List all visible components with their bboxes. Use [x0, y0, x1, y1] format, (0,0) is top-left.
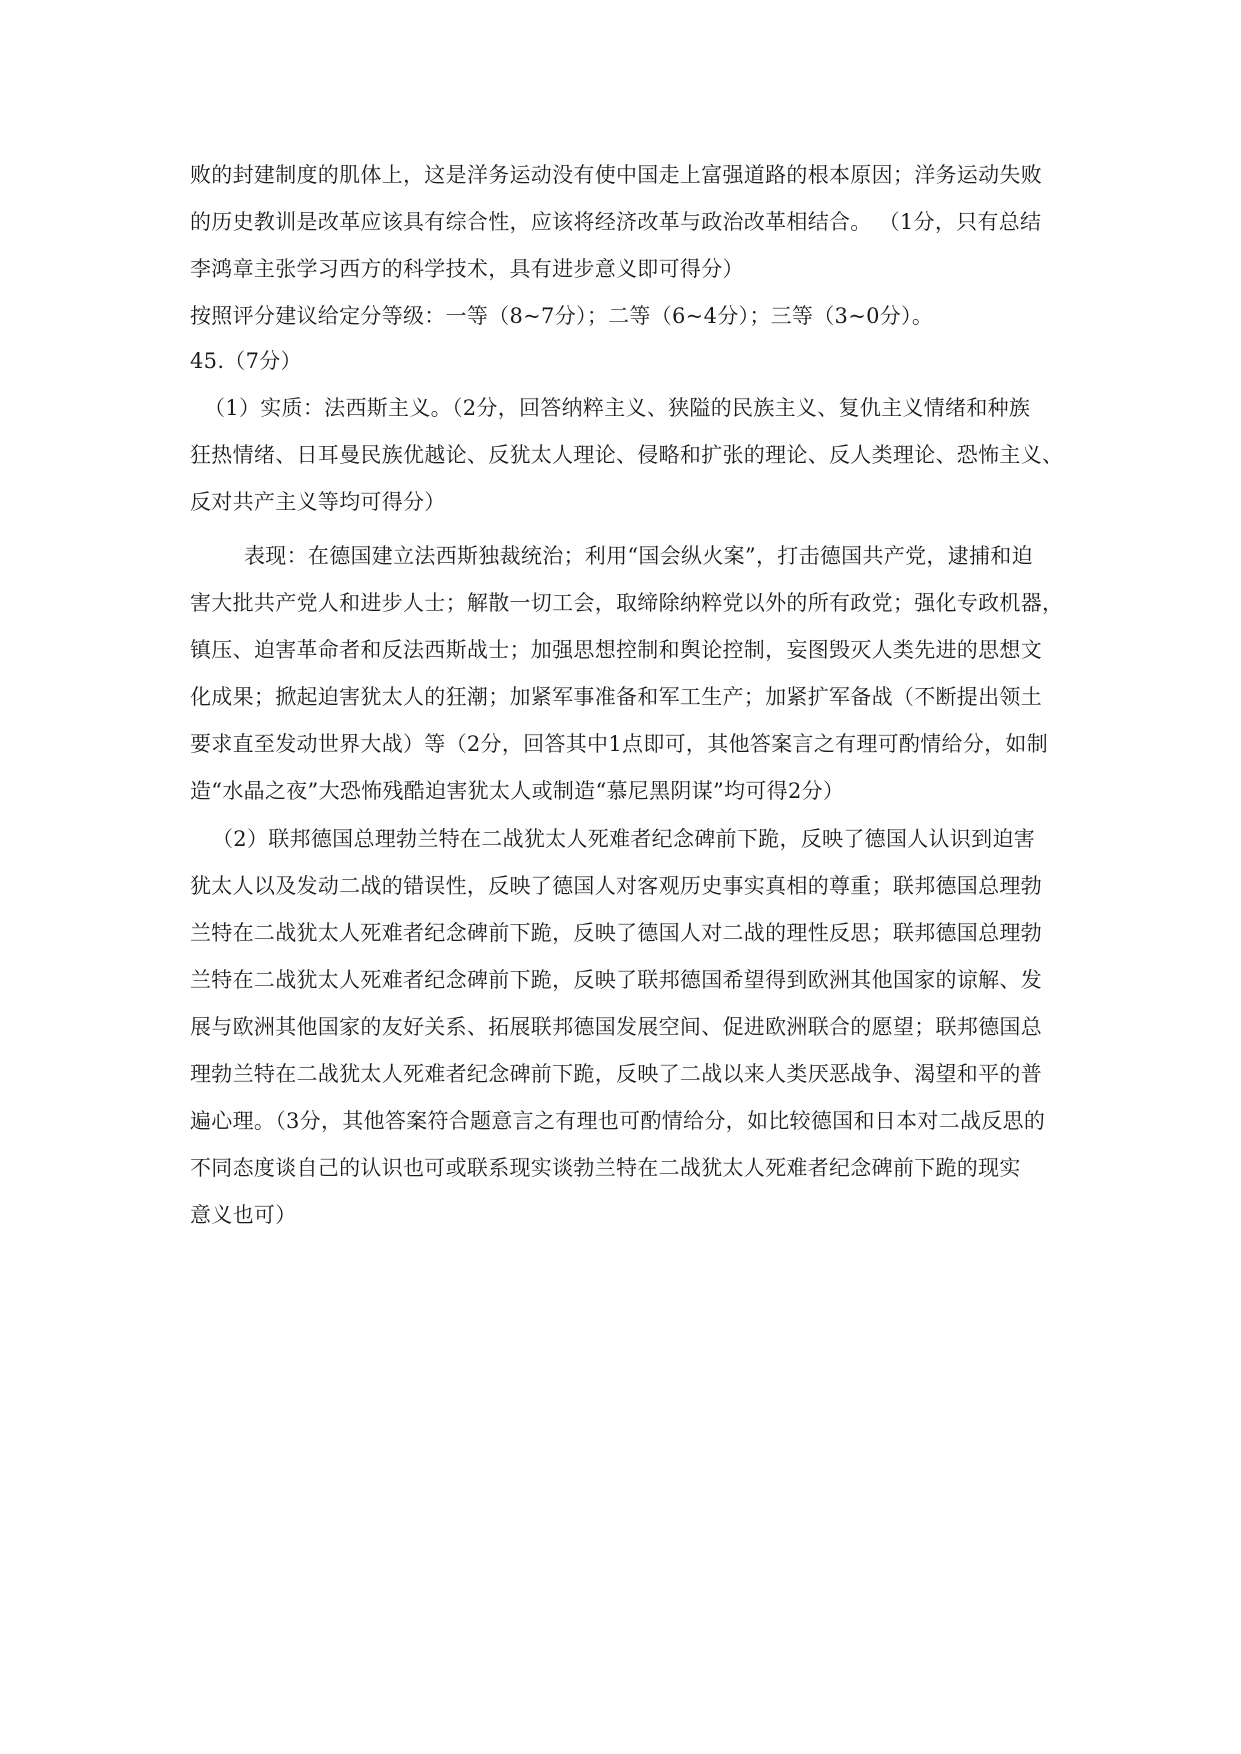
- text-line: 败的封建制度的肌体上，这是洋务运动没有使中国走上富强道路的根本原因；洋务运动失败: [190, 163, 1042, 187]
- text-line: 化成果；掀起迫害犹太人的狂潮；加紧军事准备和军工生产；加紧扩军备战（不断提出领土: [190, 685, 1042, 709]
- text-line: 的历史教训是改革应该具有综合性，应该将经济改革与政治改革相结合。 （1分，只有总结: [190, 210, 1042, 234]
- text-line: 犹太人以及发动二战的错误性，反映了德国人对客观历史事实真相的尊重；联邦德国总理勃: [190, 874, 1042, 898]
- text-line: （1）实质：法西斯主义。（2分，回答纳粹主义、狭隘的民族主义、复仇主义情绪和种族: [204, 396, 1031, 420]
- text-line: 按照评分建议给定分等级：一等（8~7分）；二等（6~4分）；三等（3~0分）。: [190, 304, 934, 328]
- text-line: 兰特在二战犹太人死难者纪念碑前下跪，反映了德国人对二战的理性反思；联邦德国总理勃: [190, 921, 1042, 945]
- text-line: 理勃兰特在二战犹太人死难者纪念碑前下跪，反映了二战以来人类厌恶战争、渴望和平的普: [190, 1062, 1042, 1086]
- text-line: 表现：在德国建立法西斯独裁统治；利用“国会纵火案”，打击德国共产党，逮捕和迫: [244, 544, 1033, 568]
- text-line: 害大批共产党人和进步人士；解散一切工会，取缔除纳粹党以外的所有政党；强化专政机器，: [190, 591, 1064, 615]
- text-line: 意义也可）: [190, 1203, 297, 1227]
- text-line: 反对共产主义等均可得分）: [190, 490, 446, 514]
- text-line: 遍心理。（3分，其他答案符合题意言之有理也可酌情给分，如比较德国和日本对二战反思的: [190, 1109, 1046, 1133]
- text-line: 兰特在二战犹太人死难者纪念碑前下跪，反映了联邦德国希望得到欧洲其他国家的谅解、发: [190, 968, 1042, 992]
- text-line: 狂热情绪、日耳曼民族优越论、反犹太人理论、侵略和扩张的理论、反人类理论、恐怖主义、: [190, 443, 1064, 467]
- text-line: 造“水晶之夜”大恐怖残酷迫害犹太人或制造“慕尼黑阴谋”均可得2分）: [190, 779, 845, 803]
- text-line: （2）联邦德国总理勃兰特在二战犹太人死难者纪念碑前下跪，反映了德国人认识到迫害: [212, 827, 1036, 851]
- text-line: 李鸿章主张学习西方的科学技术，具有进步意义即可得分）: [190, 257, 744, 281]
- text-line: 不同态度谈自己的认识也可或联系现实谈勃兰特在二战犹太人死难者纪念碑前下跪的现实: [190, 1156, 1021, 1180]
- text-line: 镇压、迫害革命者和反法西斯战士；加强思想控制和舆论控制，妄图毁灭人类先进的思想文: [190, 638, 1042, 662]
- text-line: 展与欧洲其他国家的友好关系、拓展联邦德国发展空间、促进欧洲联合的愿望；联邦德国总: [190, 1015, 1042, 1039]
- question-number: 45.（7分）: [190, 349, 302, 373]
- text-line: 要求直至发动世界大战）等（2分，回答其中1点即可，其他答案言之有理可酌情给分，如制: [190, 732, 1049, 756]
